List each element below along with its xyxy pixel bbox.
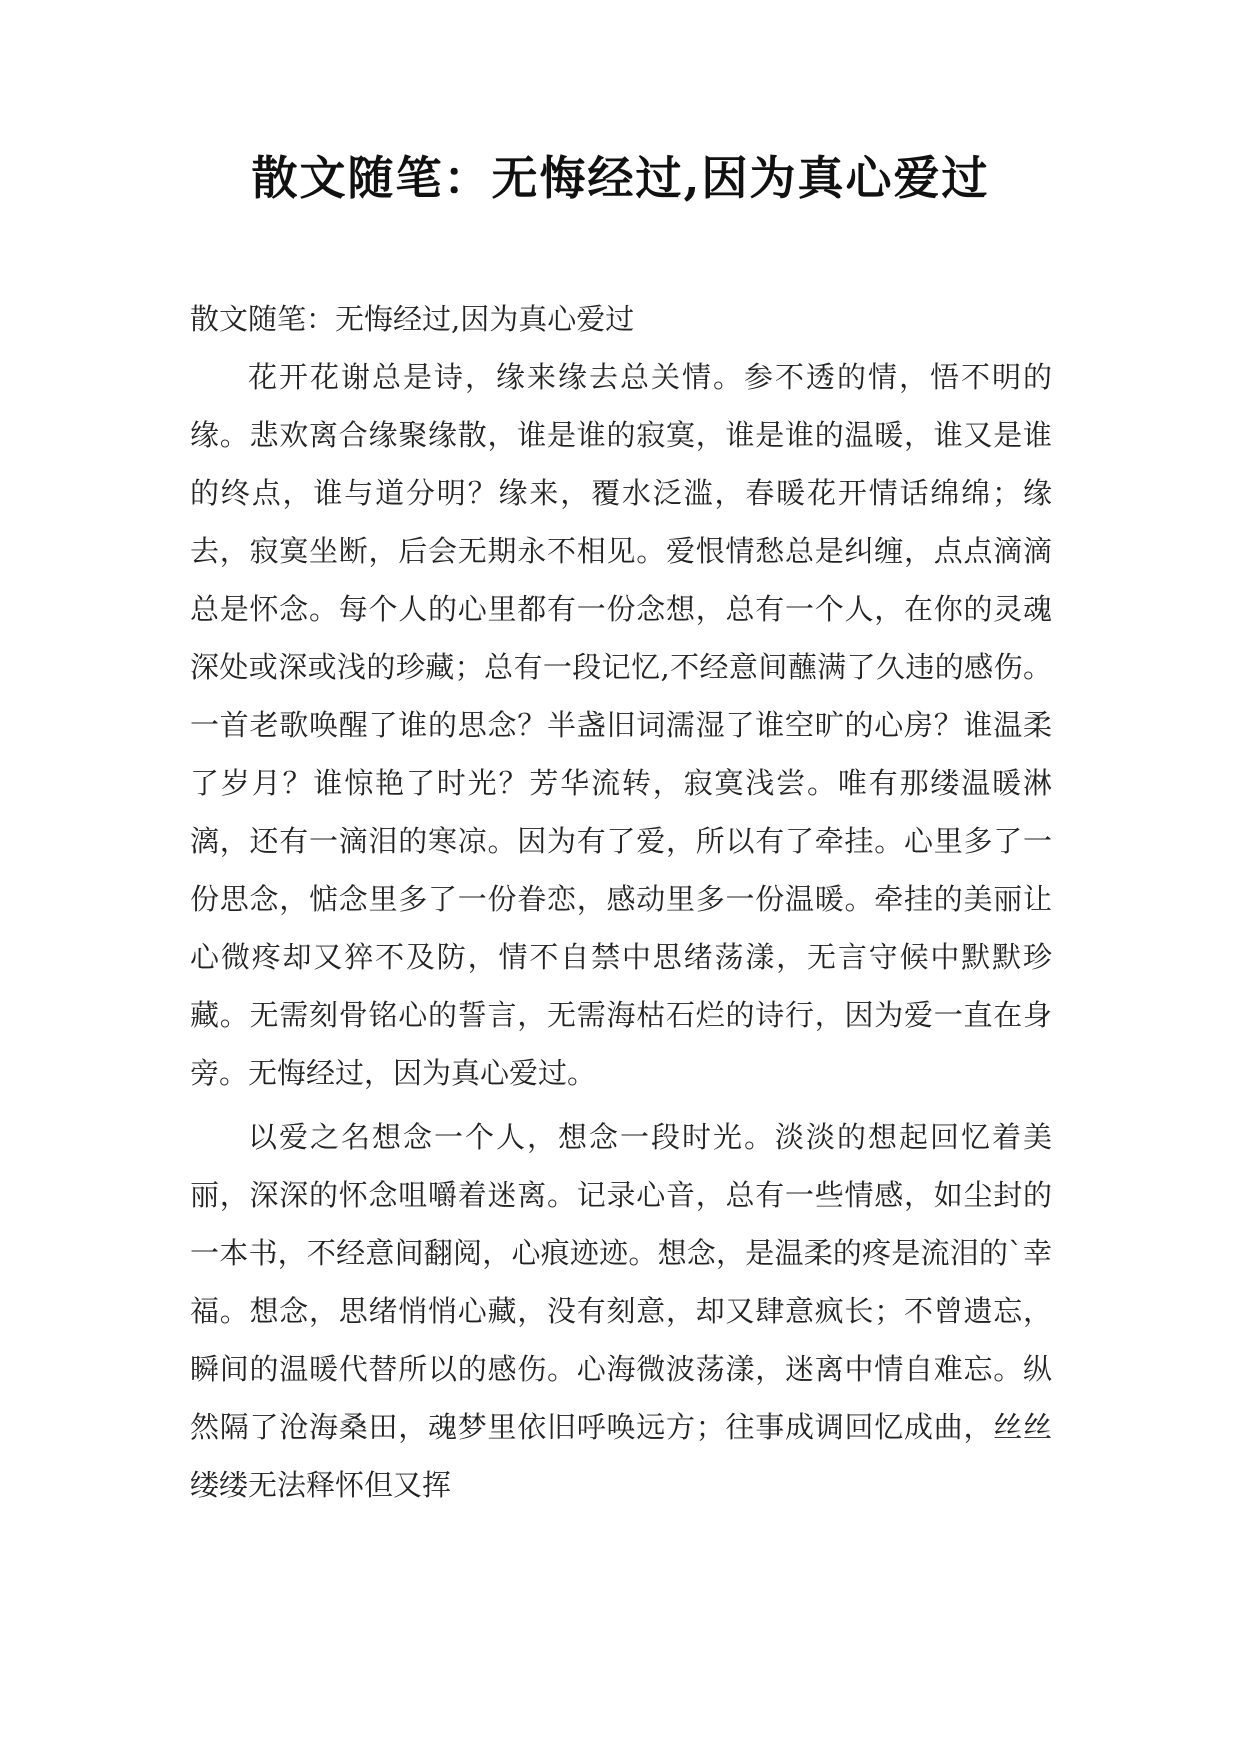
paragraph-2: 以爱之名想念一个人，想念一段时光。淡淡的想起回忆着美丽，深深的怀念咀嚼着迷离。记录心音，总有一些情感，如尘封的一本书，不经意间翻阅，心痕迹迹。想念，是温柔的疼是流泪的`幸福。想念，思绪悄悄心藏，没有刻意，却又肆意疯长；不曾遗忘，瞬间的温暖代替所以的感伤。心海微波荡漾，迷离中情自难忘。纵然隔了沧海桑田，魂梦里依旧呼唤远方；往事成调回忆成曲，丝丝缕缕无法释怀但又挥 — [190, 1120, 1052, 1502]
document-body — [190, 290, 1052, 1514]
document-title: 散文随笔：无悔经过,因为真心爱过 — [251, 151, 990, 205]
document-subtitle: 散文随笔：无悔经过,因为真心爱过 — [190, 302, 635, 336]
paragraph-1: 花开花谢总是诗，缘来缘去总关情。参不透的情，悟不明的缘。悲欢离合缘聚缘散，谁是谁的寂寞，谁是谁的温暖，谁又是谁的终点，谁与道分明？缘来，覆水泛滥，春暖花开情话绵绵；缘去，寂寞坐断，后会无期永不相见。爱恨情愁总是纠缠，点点滴滴总是怀念。每个人的心里都有一份念想，总有一个人，在你的灵魂深处或深或浅的珍藏；总有一段记忆,不经意间蘸满了久违的感伤。一首老歌唤醒了谁的思念？半盏旧词濡湿了谁空旷的心房？谁温柔了岁月？谁惊艳了时光？芳华流转，寂寞浅尝。唯有那缕温暖淋漓，还有一滴泪的寒凉。因为有了爱，所以有了牵挂。心里多了一份思念，惦念里多了一份眷恋，感动里多一份温暖。牵挂的美丽让心微疼却又猝不及防，情不自禁中思绪荡漾，无言守候中默默珍藏。无需刻骨铭心的誓言，无需海枯石烂的诗行，因为爱一直在身旁。无悔经过，因为真心爱过。 — [190, 360, 1052, 1090]
